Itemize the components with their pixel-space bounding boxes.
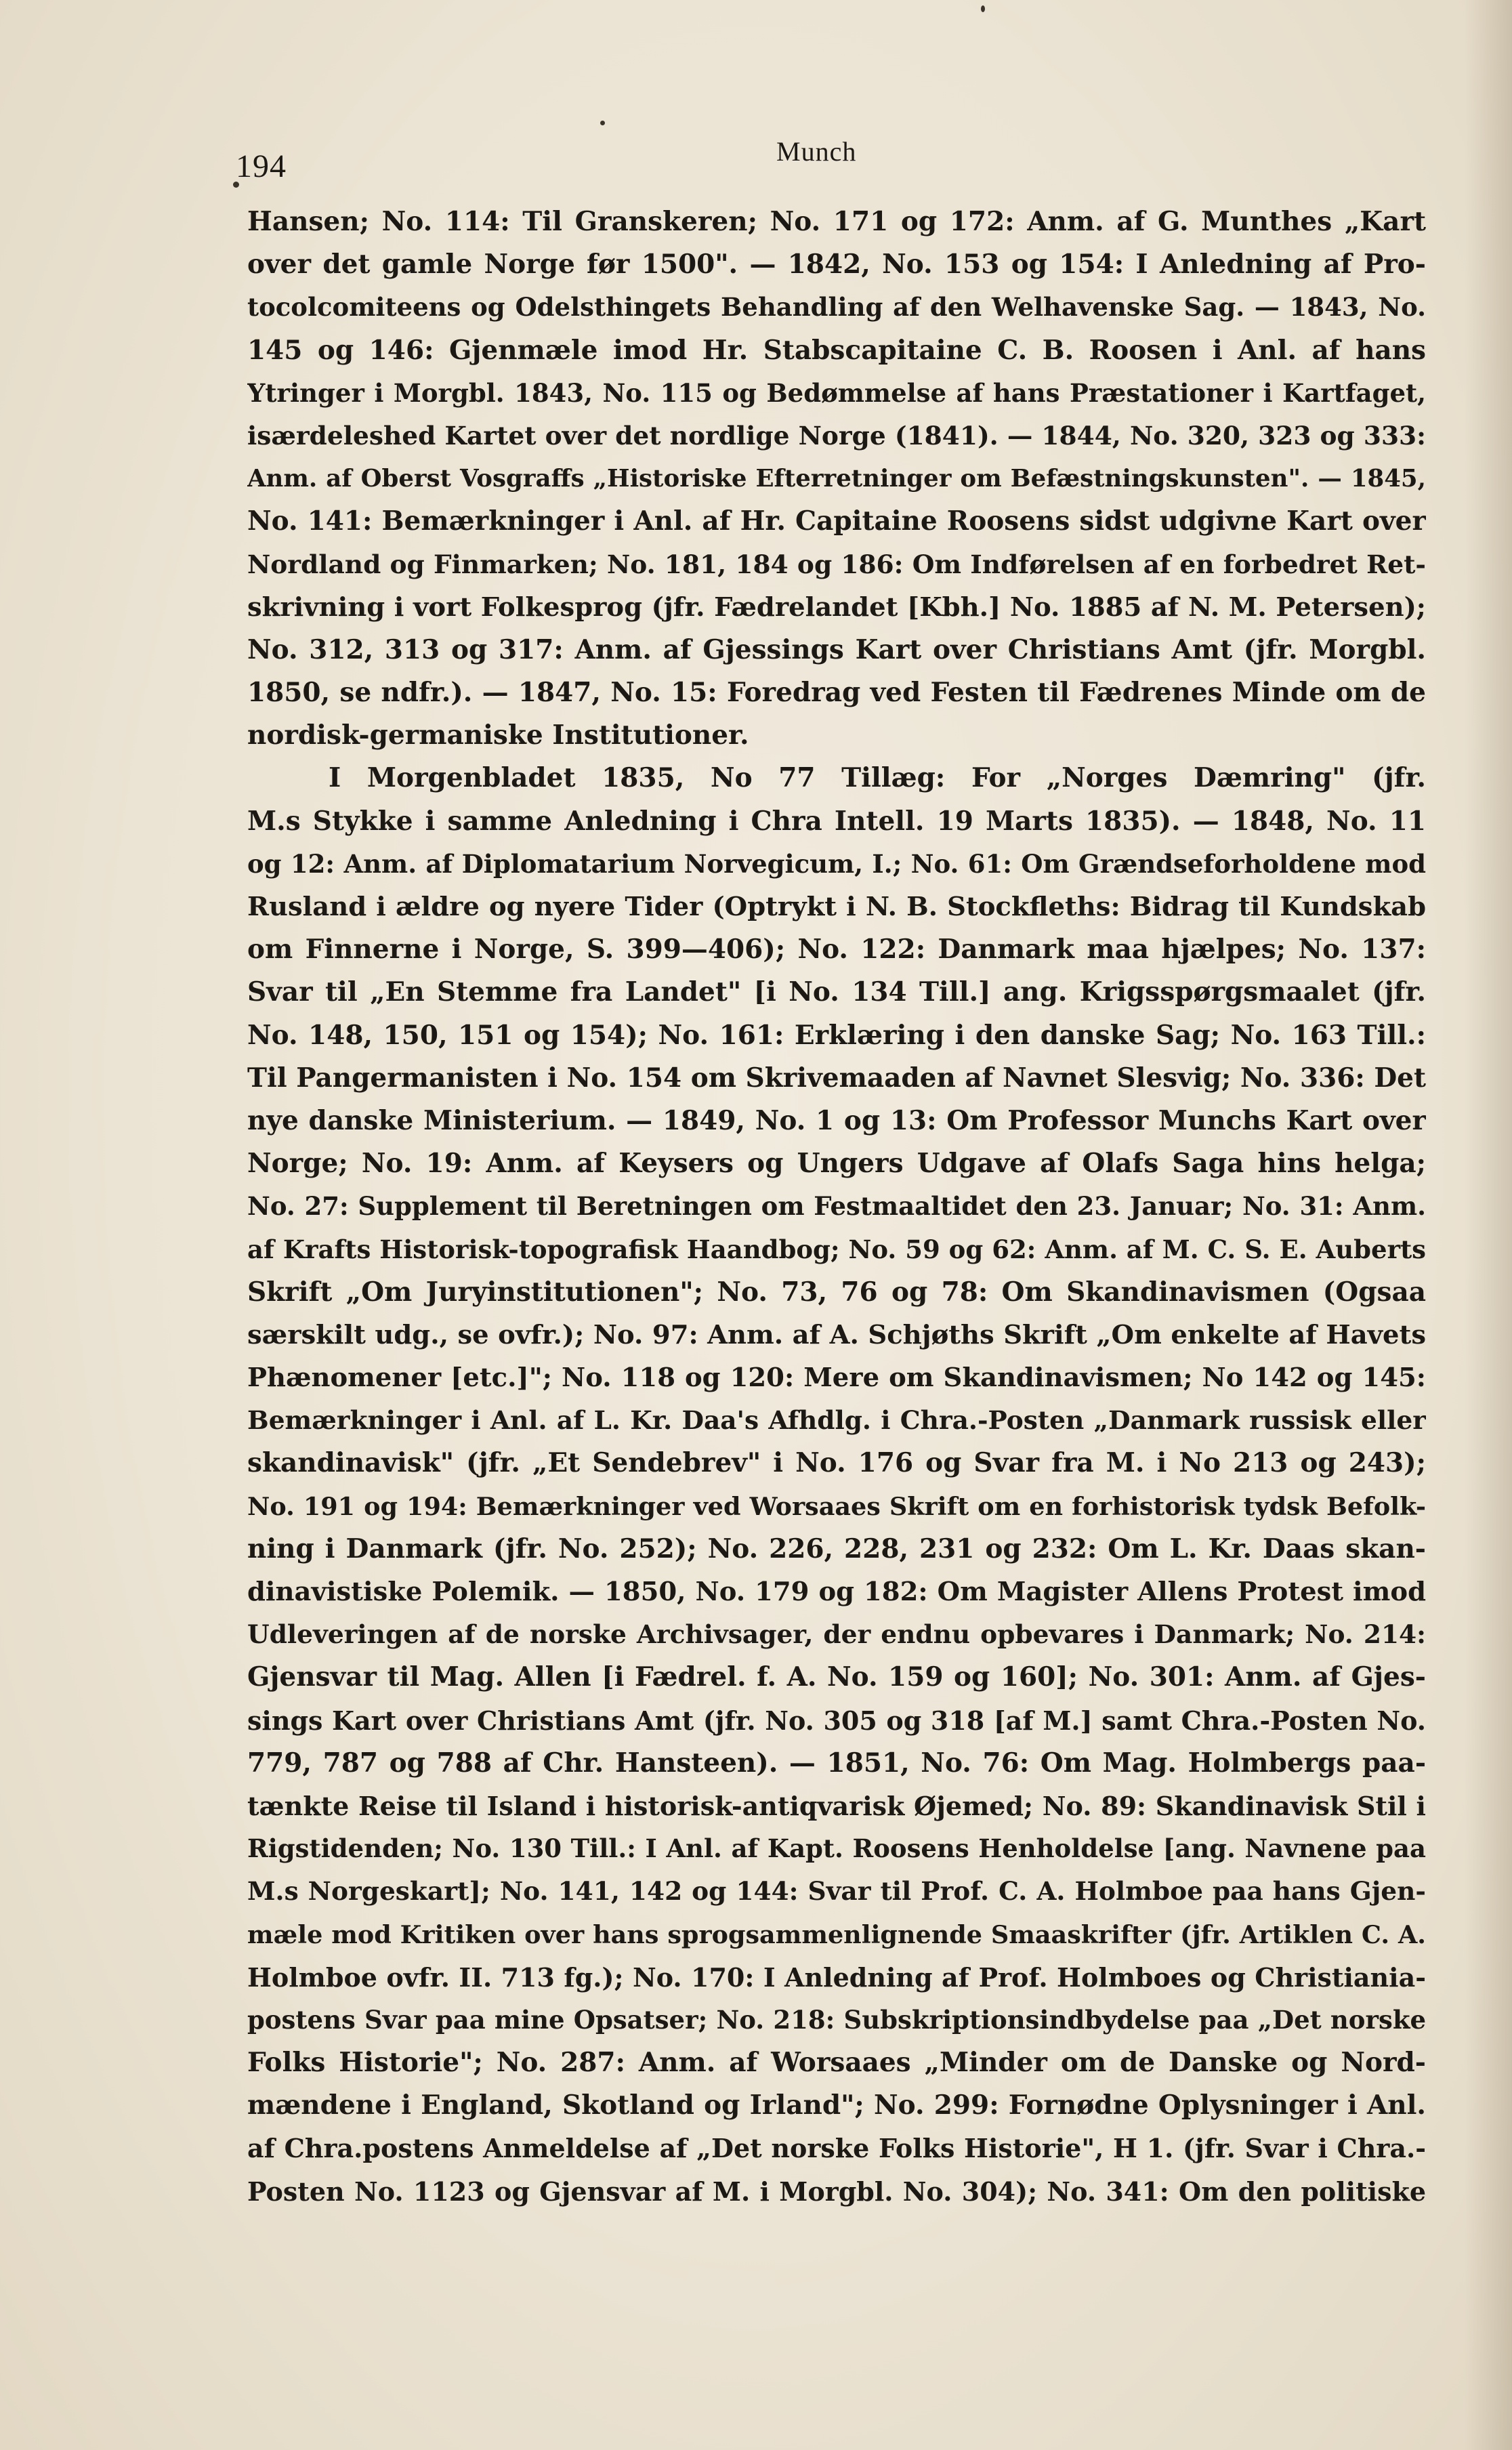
text-line: Norge; No. 19: Anm. af Keysers og Ungers Udgave af Olafs Saga hins helga; [247,1148,1426,1180]
text-line: tocolcomiteens og Odelsthingets Behandling af den Welhavenske Sag. — 1843, No. [247,292,1426,323]
text-line: Udleveringen af de norske Archivsager, der endnu opbevares i Danmark; No. 214: [247,1619,1426,1650]
page-edge-shadow [1465,0,1512,2450]
text-line: M.s Norgeskart]; No. 141, 142 og 144: Svar til Prof. C. A. Holmboe paa hans Gjen- [247,1876,1426,1907]
text-line: Posten No. 1123 og Gjensvar af M. i Morgbl. No. 304); No. 341: Om den politiske [247,2176,1426,2207]
text-line: 1850, se ndfr.). — 1847, No. 15: Foredrag ved Festen til Fædrenes Minde om de [247,677,1426,709]
text-line: og 12: Anm. af Diplomatarium Norvegicum, I.; No. 61: Om Grændseforholdene mod [247,848,1426,879]
text-line: Rigstidenden; No. 130 Till.: I Anl. af Kapt. Roosens Henholdelse [ang. Navnene paa [247,1833,1426,1864]
text-line: 145 og 146: Gjenmæle imod Hr. Stabscapitaine C. B. Roosen i Anl. af hans [247,334,1426,366]
text-line: om Finnerne i Norge, S. 399—406); No. 122: Danmark maa hjælpes; No. 137: [247,934,1426,966]
text-line: No. 312, 313 og 317: Anm. af Gjessings Kart over Christians Amt (jfr. Morgbl. [247,634,1426,665]
text-line: nye danske Ministerium. — 1849, No. 1 og 13: Om Professor Munchs Kart over [247,1104,1426,1136]
text-line: Hansen; No. 114: Til Granskeren; No. 171 og 172: Anm. af G. Munthes „Kart [247,206,1426,237]
text-line: skrivning i vort Folkesprog (jfr. Fædrelandet [Kbh.] No. 1885 af N. M. Petersen); [247,591,1426,623]
text-line: Til Pangermanisten i No. 154 om Skrivemaaden af Navnet Slesvig; No. 336: Det [247,1062,1426,1094]
text-line: Phænomener [etc.]"; No. 118 og 120: Mere om Skandinavismen; No 142 og 145: [247,1363,1426,1394]
text-line: særskilt udg., se ovfr.); No. 97: Anm. af A. Schjøths Skrift „Om enkelte af Havets [247,1319,1426,1350]
text-line: mændene i England, Skotland og Irland"; No. 299: Fornødne Oplysninger i Anl. [247,2090,1426,2121]
text-line: Rusland i ældre og nyere Tider (Optrykt i N. B. Stockfleths: Bidrag til Kundskab [247,892,1426,922]
text-line: Folks Historie"; No. 287: Anm. af Worsaaes „Minder om de Danske og Nord- [247,2047,1426,2079]
text-line: Nordland og Finmarken; No. 181, 184 og 186: Om Indførelsen af en forbedret Ret- [247,549,1426,579]
body-text [247,201,1426,2213]
text-line: Bemærkninger i Anl. af L. Kr. Daa's Afhdlg. i Chra.-Posten „Danmark russisk eller [247,1405,1426,1436]
text-line: M.s Stykke i samme Anledning i Chra Intell. 19 Marts 1835). — 1848, No. 11 [247,805,1426,837]
text-line: No. 148, 150, 151 og 154); No. 161: Erklæring i den danske Sag; No. 163 Till.: [247,1019,1426,1051]
text-line: I Morgenbladet 1835, No 77 Tillæg: For „Norges Dæmring" (jfr. [329,762,1426,794]
text-line: No. 191 og 194: Bemærkninger ved Worsaaes Skrift om en forhistorisk tydsk Befolk- [247,1491,1426,1521]
text-line: Holmboe ovfr. II. 713 fg.); No. 170: I Anledning af Prof. Holmboes og Christiania- [247,1961,1426,1993]
running-head: Munch [776,136,857,167]
text-line: af Krafts Historisk-topografisk Haandbog; No. 59 og 62: Anm. af M. C. S. E. Auberts [247,1234,1426,1264]
text-line: af Chra.postens Anmeldelse af „Det norske Folks Historie", H 1. (jfr. Svar i Chra.- [247,2133,1426,2164]
text-line: Svar til „En Stemme fra Landet" [i No. 134 Till.] ang. Krigsspørgsmaalet (jfr. [247,976,1426,1008]
print-speck [600,121,605,125]
text-line: sings Kart over Christians Amt (jfr. No. 305 og 318 [af M.] samt Chra.-Posten No. [247,1705,1426,1736]
text-line: Gjensvar til Mag. Allen [i Fædrel. f. A. No. 159 og 160]; No. 301: Anm. af Gjes- [247,1661,1426,1693]
text-line: No. 27: Supplement til Beretningen om Festmaaltidet den 23. Januar; No. 31: Anm. [247,1191,1426,1222]
page-number: 194 [236,148,287,184]
text-line: tænkte Reise til Island i historisk-antiqvarisk Øjemed; No. 89: Skandinavisk Stil i [247,1790,1426,1821]
text-line: over det gamle Norge før 1500". — 1842, No. 153 og 154: I Anledning af Pro- [247,249,1426,281]
text-line: skandinavisk" (jfr. „Et Sendebrev" i No. 176 og Svar fra M. i No 213 og 243); [247,1447,1426,1479]
text-line: Anm. af Oberst Vosgraffs „Historiske Efterretninger om Befæstningskunsten". — 1845, [247,465,1426,493]
text-line: Ytringer i Morgbl. 1843, No. 115 og Bedømmelse af hans Præstationer i Kartfaget, [247,377,1426,408]
text-line: dinavistiske Polemik. — 1850, No. 179 og 182: Om Magister Allens Protest imod [247,1577,1426,1607]
text-line: 779, 787 og 788 af Chr. Hansteen). — 1851, No. 76: Om Mag. Holmbergs paa- [247,1747,1426,1779]
text-line: nordisk-germaniske Institutioner. [247,720,749,751]
text-line: isærdeleshed Kartet over det nordlige Norge (1841). — 1844, No. 320, 323 og 333: [247,420,1426,451]
text-line: postens Svar paa mine Opsatser; No. 218: Subskriptionsindbydelse paa „Det norske [247,2004,1426,2035]
text-line: mæle mod Kritiken over hans sprogsammenlignende Smaaskrifter (jfr. Artiklen C. A. [247,1919,1426,1949]
text-line: No. 141: Bemærkninger i Anl. af Hr. Capitaine Roosens sidst udgivne Kart over [247,505,1426,537]
text-line: Skrift „Om Juryinstitutionen"; No. 73, 76 og 78: Om Skandinavismen (Ogsaa [247,1276,1426,1308]
text-line: ning i Danmark (jfr. No. 252); No. 226, 228, 231 og 232: Om L. Kr. Daas skan- [247,1533,1426,1564]
print-speck [981,5,985,12]
